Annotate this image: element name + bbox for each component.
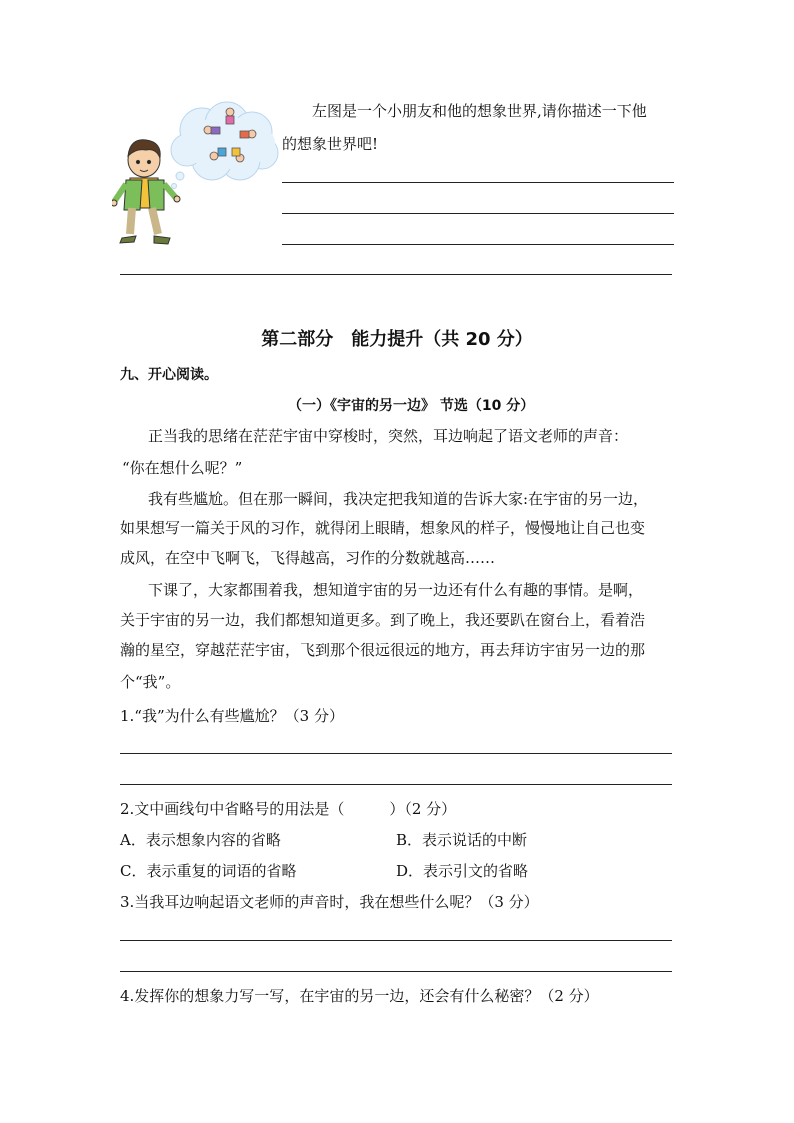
intro-line-1: 左图是一个小朋友和他的想象世界,请你描述一下他 [312, 102, 647, 120]
passage-line: “你在想什么呢？” [122, 459, 243, 477]
answer-line[interactable] [120, 753, 672, 754]
part-title: 第二部分 能力提升（共 20 分） [261, 329, 533, 350]
boy-imagining-cloud-icon [112, 98, 282, 248]
answer-line[interactable] [120, 971, 672, 972]
answer-line[interactable] [120, 784, 672, 785]
reading-subtitle: （一）《宇宙的另一边》 节选（10 分） [288, 398, 535, 414]
answer-line[interactable] [120, 274, 672, 275]
section-heading: 九、开心阅读。 [120, 367, 218, 383]
passage-line: 瀚的星空，穿越茫茫宇宙，飞到那个很远很远的地方，再去拜访宇宙另一边的那 [120, 641, 646, 659]
answer-line[interactable] [120, 940, 672, 941]
option-d[interactable]: D．表示引文的省略 [396, 862, 529, 880]
passage-line: 我有些尴尬。但在那一瞬间，我决定把我知道的告诉大家:在宇宙的另一边， [148, 490, 649, 508]
answer-line[interactable] [282, 244, 674, 245]
question-3: 3.当我耳边响起语文老师的声音时，我在想些什么呢？（3 分） [120, 893, 539, 911]
passage-line: 关于宇宙的另一边，我们都想知道更多。到了晚上，我还要趴在窗台上，看着浩 [120, 611, 646, 629]
option-c[interactable]: C．表示重复的词语的省略 [120, 862, 297, 880]
intro-line-2: 的想象世界吧! [282, 135, 379, 153]
answer-line[interactable] [282, 213, 674, 214]
passage-line-underlined: 成风，在空中飞啊飞，飞得越高，习作的分数就越高…… [120, 549, 496, 567]
passage-line: 个“我”。 [120, 673, 181, 691]
passage-line: 如果想写一篇关于风的习作，就得闭上眼睛，想象风的样子，慢慢地让自己也变 [120, 519, 646, 537]
question-1: 1.“我”为什么有些尴尬？（3 分） [120, 707, 344, 725]
question-2: 2.文中画线句中省略号的用法是（ ）（2 分） [120, 800, 457, 818]
answer-line[interactable] [282, 182, 674, 183]
passage-line: 下课了，大家都围着我，想知道宇宙的另一边还有什么有趣的事情。是啊， [148, 581, 644, 599]
passage-line: 正当我的思绪在茫茫宇宙中穿梭时，突然，耳边响起了语文老师的声音： [148, 427, 629, 445]
illustration [112, 98, 282, 248]
question-4: 4.发挥你的想象力写一写，在宇宙的另一边，还会有什么秘密？（2 分） [120, 987, 599, 1005]
option-a[interactable]: A．表示想象内容的省略 [120, 831, 281, 849]
option-b[interactable]: B．表示说话的中断 [396, 831, 528, 849]
